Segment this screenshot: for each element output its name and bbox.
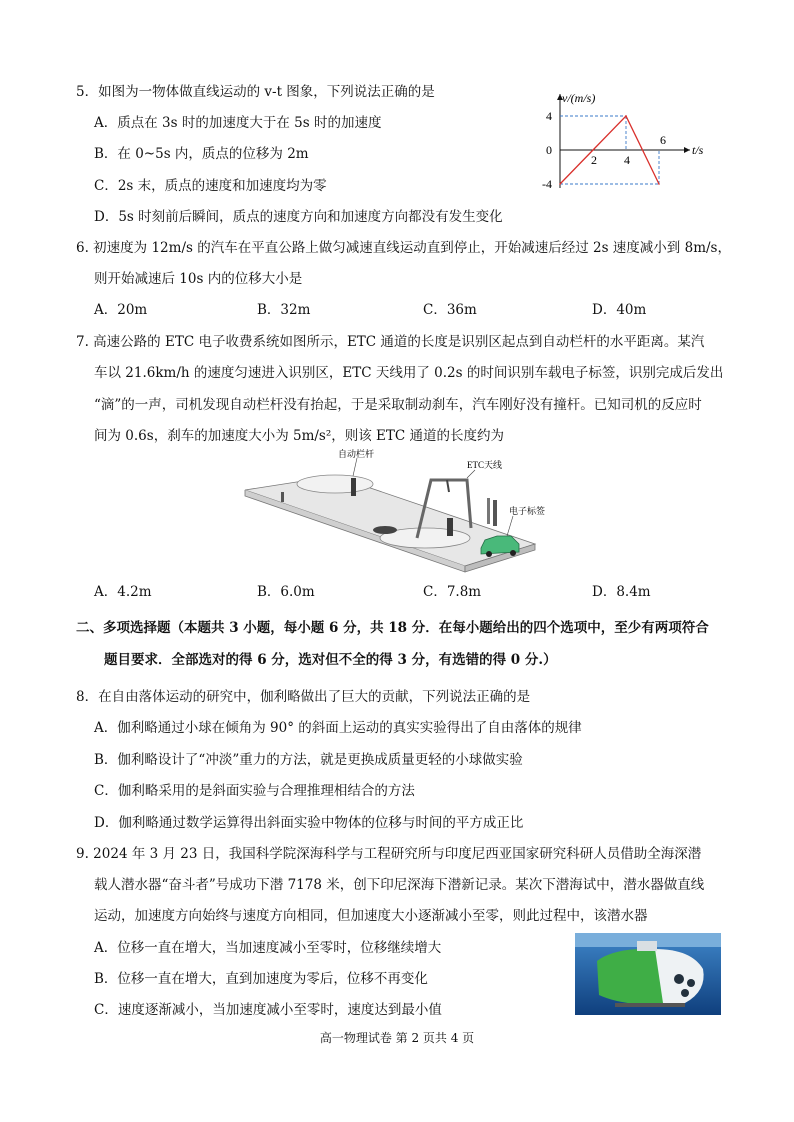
q8-stem: 8．在自由落体运动的研究中，伽利略做出了巨大的贡献，下列说法正确的是 — [76, 689, 531, 705]
gate-leader — [353, 458, 357, 476]
car-wheel-rear — [510, 550, 516, 556]
vt-graph — [530, 88, 720, 198]
q8-option-b: B．伽利略设计了“冲淡”重力的方法，就是更换成质量更轻的小球做实验 — [94, 752, 523, 768]
q6-option-b: B．32m — [257, 302, 311, 318]
q6-option-c: C．36m — [423, 302, 477, 318]
q6-option-a: A．20m — [94, 302, 148, 318]
antenna-leader — [467, 470, 475, 478]
tick-x2: 2 — [591, 153, 597, 167]
q9-option-a: A．位移一直在增大，当加速度减小至零时，位移继续增大 — [94, 940, 442, 956]
q7-option-d: D．8.4m — [592, 584, 651, 600]
q7-stem-line2: 车以 21.6km/h 的速度匀速进入识别区，ETC 天线用了 0.2s 的时间识别车载电子标签，识别完成后发出 — [94, 365, 724, 381]
q7-option-c: C．7.8m — [423, 584, 482, 600]
viewport-2 — [687, 979, 695, 987]
tick-y-pos: 4 — [546, 109, 552, 123]
booth-post-2 — [487, 498, 490, 524]
q5-stem: 5．如图为一物体做直线运动的 v-t 图象，下列说法正确的是 — [76, 84, 435, 100]
q8-option-c: C．伽利略采用的是斜面实验与合理推理相结合的方法 — [94, 783, 415, 799]
q6-stem-line1: 6. 初速度为 12m/s 的汽车在平直公路上做匀减速直线运动直到停止，开始减速后经过 2s 速度减小到 8m/s， — [76, 240, 731, 256]
booth-post — [447, 518, 453, 536]
q9-stem-line2: 载人潜水器“奋斗者”号成功下潜 7178 米，创下印尼深海下潜新记录。某次下潜海试中，潜水器做直线 — [94, 877, 705, 893]
q5-option-c: C．2s 末，质点的速度和加速度均为零 — [94, 178, 327, 194]
section-2-header-line1: 二、多项选择题（本题共 3 小题，每小题 6 分，共 18 分．在每小题给出的四个选项中，至少有两项符合 — [76, 620, 709, 636]
antenna-mast — [447, 480, 449, 492]
tick-y-neg: -4 — [542, 177, 552, 191]
y-axis-label: v/(m/s) — [562, 91, 596, 105]
booth-post-3 — [493, 500, 497, 526]
top-sail — [637, 941, 657, 951]
page-footer: 高一物理试卷 第 2 页共 4 页 — [319, 1031, 475, 1045]
q7-stem-line3: “滴”的一声，司机发现自动栏杆没有抬起，于是采取制动刹车，汽车刚好没有撞杆。已知司机的反应时 — [94, 397, 702, 413]
q5-option-b: B．在 0~5s 内，质点的位移为 2m — [94, 146, 309, 162]
q9-option-c: C．速度逐渐减小，当加速度减小至零时，速度达到最小值 — [94, 1002, 442, 1018]
left-sign — [281, 492, 284, 502]
q7-option-a: A．4.2m — [94, 584, 152, 600]
viewport-3 — [681, 989, 689, 997]
q5-option-d: D．5s 时刻前后瞬间，质点的速度方向和加速度方向都没有发生变化 — [94, 209, 503, 225]
car-wheel-front — [486, 551, 492, 557]
label-etc-antenna: ETC天线 — [467, 460, 502, 470]
section-2-header-line2: 题目要求．全部选对的得 6 分，选对但不全的得 3 分，有选错的得 0 分.） — [104, 652, 557, 668]
tag-leader — [507, 516, 513, 536]
q5-option-a: A．质点在 3s 时的加速度大于在 5s 时的加速度 — [94, 115, 382, 131]
island-left — [373, 526, 397, 534]
q8-option-a: A．伽利略通过小球在倾角为 90° 的斜面上运动的真实实验得出了自由落体的规律 — [94, 720, 582, 736]
label-auto-gate: 自动栏杆 — [338, 449, 375, 459]
q7-stem-line1: 7. 高速公路的 ETC 电子收费系统如图所示，ETC 通道的长度是识别区起点到自动栏杆的水平距离。某汽 — [76, 334, 705, 350]
tick-origin: 0 — [546, 143, 552, 157]
q9-option-b: B．位移一直在增大，直到加速度为零后，位移不再变化 — [94, 971, 428, 987]
q8-option-d: D．伽利略通过数学运算得出斜面实验中物体的位移与时间的平方成正比 — [94, 815, 524, 831]
q9-stem-line1: 9. 2024 年 3 月 23 日，我国科学院深海科学与工程研究所与印度尼西亚国家研究科研人员借助全海深潜 — [76, 846, 702, 862]
q7-stem-line4: 间为 0.6s，刹车的加速度大小为 5m/s²，则该 ETC 通道的长度约为 — [94, 428, 505, 444]
gate-post — [351, 478, 356, 496]
etc-figure — [235, 448, 545, 573]
tick-x4: 4 — [624, 153, 630, 167]
q6-option-d: D．40m — [592, 302, 647, 318]
skid — [615, 1003, 685, 1007]
viewport-1 — [674, 974, 684, 984]
tick-x6: 6 — [660, 133, 666, 147]
x-axis-label: t/s — [692, 143, 704, 157]
q6-stem-line2: 则开始减速后 10s 内的位移大小是 — [94, 271, 303, 287]
label-electronic-tag: 电子标签 — [509, 506, 545, 516]
island-top — [297, 475, 373, 493]
submersible-photo — [575, 933, 721, 1015]
q7-option-b: B．6.0m — [257, 584, 315, 600]
q9-stem-line3: 运动，加速度方向始终与速度方向相同，但加速度大小逐渐减小至零，则此过程中，该潜水器 — [94, 908, 648, 924]
